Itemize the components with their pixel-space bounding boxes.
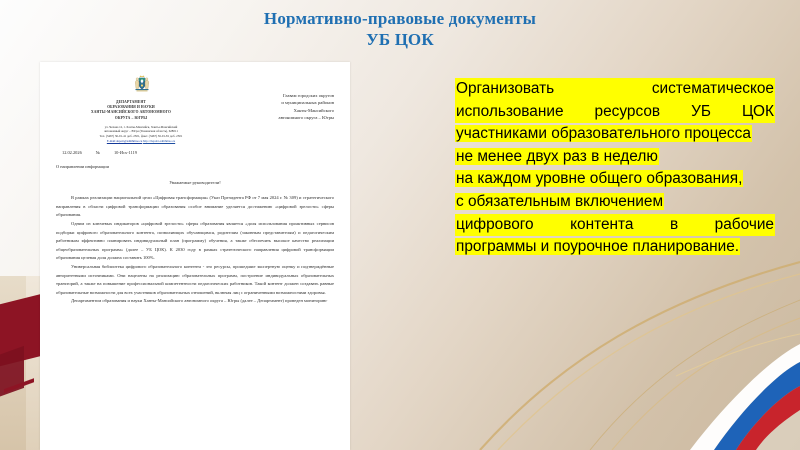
contact-address-line-2: автономный округ – Югра (Тюменская область), 628011 [104,129,178,134]
letterhead-line-1: ДЕПАРТАМЕНТ [116,100,146,104]
contact-links-line [56,139,226,144]
document-image [40,62,350,450]
contacts-block [56,125,226,143]
highlight-line-text: Организовать систематическое [455,78,775,101]
document-subject: О направлении информации [56,164,109,170]
highlight-line-text: цифрового контента в рабочие [455,214,775,237]
document-paragraph: Одним из ключевых индикаторов «цифровой зрелости» сферы образования является «доля использования проактивных сервисов подборки цифрового образовательного контента, позволяющих обучающимся, родителям (законным представителям) и педагогическим работникам эффективно планировать индивидуальный план (программу) обучения, а также обеспечить высокое качество реализации общеобразовательных программ» (далее – УБ ЦОК). К 2030 году в рамках стратегического направления цифровой трансформации образования целевая доля должна составить 100%. [56,220,334,261]
highlight-line-text: на каждом уровне общего образования, [456,170,743,188]
document-number-label: № [95,150,100,156]
highlight-line [455,168,775,191]
addressee-line-3: Ханты-Мансийского [293,107,334,113]
title-line-primary: Нормативно-правовые документы [263,9,537,28]
highlight-line-text: не менее двух раз в неделю [456,147,658,165]
document-number: 10-Исх-1119 [113,150,137,156]
coat-of-arms-icon [56,74,228,98]
letterhead-block [56,70,228,143]
email-link[interactable]: E-mail:depoit@admhmao.ru [106,138,143,143]
highlight-line [455,123,775,146]
highlight-line [455,146,775,169]
highlight-line [455,78,775,101]
document-body [56,194,334,306]
slide-title [0,8,800,50]
website-link[interactable]: http://depobr.admhmao.ru [143,138,176,143]
document-paragraph: Универсальная библиотека цифрового образовательного контента - это ресурсы, прошедшие экспертную оценку и подтверждённые авторитетными источниками. Они нацелены на реализацию образовательных программ, построение индивидуальных образовательных траекторий, а также на повышение профессиональной компетентности педагогических работников. Такой контент должен создавать равные образовательные возможности для всех участников образовательных отношений, включая лиц с ограниченными возможностями здоровья. [56,263,334,295]
highlight-line [455,101,775,124]
document-paragraph: Департаментом образования и науки Ханты-Мансийского автономного округа – Югры (далее – Департамент) проведен мониторинг [71,298,328,304]
highlight-line-text: с обязательным включением [456,192,664,210]
addressee-line-4: автономного округа – Югры [278,115,334,121]
document-header-row [56,70,334,143]
addressee-line-1: Главам городских округов [282,93,334,98]
highlight-line-text: программы и поурочное планирование. [456,238,740,256]
document-date: 12.02.2026 [62,150,82,156]
highlighted-callout [455,78,775,259]
letterhead-line-2: ОБРАЗОВАНИЯ И НАУКИ [107,105,155,110]
letterhead-line-3: ХАНТЫ-МАНСИЙСКОГО АВТОНОМНОГО [91,110,171,115]
document-greeting: Уважаемые руководители! [169,180,221,186]
letterhead-text [56,100,206,121]
highlight-line-text: участниками образовательного процесса [456,125,751,143]
contact-phone-line: Тел. (3467) 36-01-41 доб. 2501, факс: (3467) 36-01-81 доб. 2501 [99,134,183,138]
letterhead-line-4: ОКРУГА – ЮГРЫ [114,115,148,120]
highlight-line [455,191,775,214]
highlight-line [455,236,775,259]
document-date-row [62,150,334,155]
highlight-line [455,214,775,237]
addressee-block [228,92,334,122]
title-line-secondary: УБ ЦОК [366,30,434,49]
addressee-line-2: и муниципальных районов [281,100,334,106]
document-paragraph: В рамках реализации национальной цели «Цифровая трансформация» (Указ Президента РФ от 7 мая 2024 г. № 309) и стратегического направления в области цифровой трансформации образования особое внимание уделяется достижению «цифровой зрелости» сферы образования. [56,195,334,218]
contact-address-line-1: ул. Чехова 12, г. Ханты-Мансийск, Ханты-Мансийский [104,124,178,129]
highlight-line-text: использование ресурсов УБ ЦОК [455,101,775,124]
